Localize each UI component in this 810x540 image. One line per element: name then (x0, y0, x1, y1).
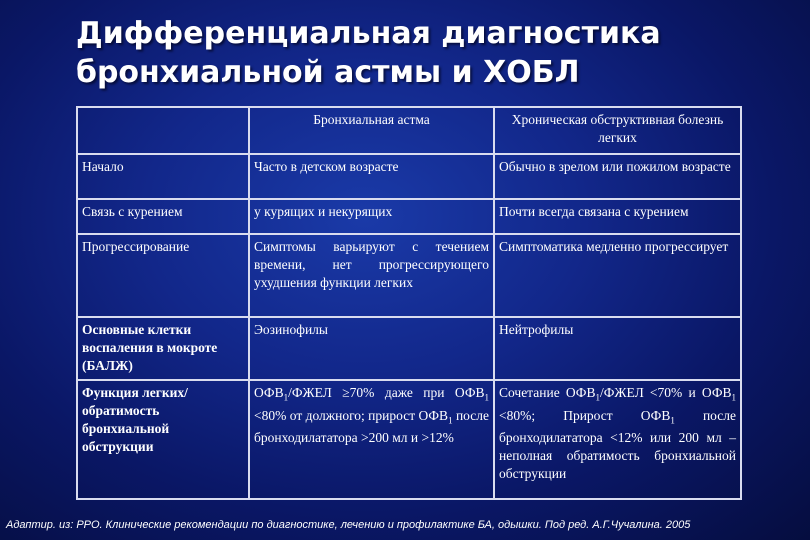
cell-asthma: Эозинофилы (249, 317, 494, 380)
subscript: 1 (731, 392, 736, 403)
row-label: Функция легких/обратимость бронхиальной обструкции (77, 380, 249, 499)
text-part: <80%; Прирост ОФВ (499, 407, 671, 423)
cell-copd (494, 380, 741, 499)
cell-copd: Нейтрофилы (494, 317, 741, 380)
table-row (77, 317, 741, 380)
cell-asthma (249, 380, 494, 499)
source-footnote: Адаптир. из: РРО. Клинические рекомендации по диагностике, лечению и профилактике БА, одышки. Под ред. А.Г.Чучалина. 2005 (6, 519, 691, 531)
header-copd: Хроническая обструктивная болезнь легких (494, 107, 741, 154)
header-asthma: Бронхиальная астма (249, 107, 494, 154)
text-part: /ФЖЕЛ ≥70% даже при ОФВ (288, 385, 485, 400)
slide-title (76, 14, 796, 92)
title-line-2: бронхиальной астмы и ХОБЛ (76, 55, 580, 90)
row-label: Связь с курением (77, 199, 249, 234)
text-part: ОФВ (254, 385, 284, 400)
row-label: Начало (77, 154, 249, 199)
subscript: 1 (448, 415, 453, 426)
table-row (77, 234, 741, 317)
table-row (77, 154, 741, 199)
table-header-row (77, 107, 741, 154)
text-part: Сочетание ОФВ (499, 385, 596, 400)
cell-asthma: Часто в детском возрасте (249, 154, 494, 199)
subscript: 1 (595, 392, 600, 403)
subscript: 1 (670, 415, 675, 426)
table-row (77, 199, 741, 234)
cell-copd: Обычно в зрелом или пожилом возрасте (494, 154, 741, 199)
cell-asthma: Симптомы варьируют с течением времени, нет прогрессирующего ухудшения функции легких (249, 234, 494, 317)
table-row (77, 380, 741, 499)
subscript: 1 (484, 392, 489, 403)
title-line-1: Дифференциальная диагностика (76, 16, 661, 51)
header-empty-cell (77, 107, 249, 154)
text-part: <80% от должного; прирост ОФВ (254, 407, 449, 423)
cell-copd: Симптоматика медленно прогрессирует (494, 234, 741, 317)
cell-copd: Почти всегда связана с курением (494, 199, 741, 234)
subscript: 1 (283, 392, 289, 403)
text-part: /ФЖЕЛ <70% и ОФВ (599, 385, 732, 400)
cell-asthma: у курящих и некурящих (249, 199, 494, 234)
comparison-table (76, 106, 742, 500)
row-label: Прогрессирование (77, 234, 249, 317)
text-part: после бронходилататора <12% или 200 мл – неполная обратимость бронхиальной обструкции (499, 407, 736, 482)
text-part: после бронходилататора >200 мл и >12% (254, 407, 489, 446)
row-label: Основные клетки воспаления в мокроте (БАЛЖ) (77, 317, 249, 380)
